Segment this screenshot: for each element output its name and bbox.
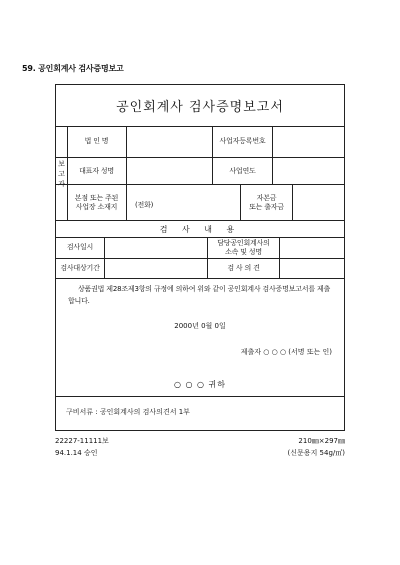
form-number: 22227-11111보: [55, 437, 109, 445]
head-office-label-line: 본점 또는 주된: [74, 193, 119, 202]
accountant-label-line: 소속 및 성명: [225, 247, 262, 256]
representative-name-label: 대표자 성명: [79, 166, 114, 175]
capital-field[interactable]: [292, 185, 344, 220]
head-office-label: [67, 185, 126, 220]
inspection-date-label: 검사일시: [66, 243, 94, 251]
attachment-divider: [56, 396, 344, 397]
representative-name-field[interactable]: [126, 158, 212, 184]
inspection-opinion-field[interactable]: [279, 259, 344, 278]
inspection-date-field[interactable]: [104, 237, 207, 258]
business-reg-number-label: 사업자등록번호: [212, 126, 272, 157]
submitter-signature-line: 제출자 ○ ○ ○ (서명 또는 인): [240, 348, 332, 356]
corporation-name-row: [56, 126, 344, 158]
inspection-period-row: [56, 259, 344, 279]
corporation-name-label: 법 인 명: [84, 137, 109, 145]
inspection-opinion-label: 검 사 의 견: [207, 259, 279, 278]
business-reg-number-field[interactable]: [272, 126, 344, 157]
paper-size: 210㎜×297㎜: [298, 437, 345, 445]
head-office-address-field[interactable]: [126, 185, 240, 220]
paper-type: (신문용지 54g/㎡): [287, 449, 345, 457]
accountant-label-line: 담당공인회계사의: [217, 238, 270, 247]
accountant-label: [207, 237, 279, 258]
corporation-name-field[interactable]: [126, 126, 212, 157]
reporter-label-char: 자: [58, 179, 65, 188]
head-office-row: [56, 185, 344, 221]
document-heading: 59. 공인회계사 검사증명보고: [22, 64, 124, 73]
declaration-text: 상품권법 제28조제3항의 규정에 의하여 위와 같이 공인회계사 검사증명보고서를 제출합니다.: [68, 285, 331, 305]
fiscal-year-label: 사업연도: [212, 158, 272, 184]
head-office-label-line: 사업장 소재지: [75, 202, 118, 211]
reporter-label-char: 보: [58, 159, 65, 168]
inspection-period-label: 검사대상기간: [60, 264, 100, 272]
attachment-note: 구비서류 : 공인회계사의 검사의견서 1부: [66, 408, 190, 416]
inspection-period-field[interactable]: [104, 259, 207, 278]
reporter-label-char: 고: [58, 169, 65, 178]
approval-date: 94.1.14 승인: [55, 449, 98, 457]
submission-date: 2000년 0월 0일: [174, 322, 226, 330]
phone-label: (전화): [135, 201, 154, 209]
accountant-field[interactable]: [279, 237, 344, 258]
report-form: [55, 84, 345, 431]
representative-row: [56, 158, 344, 185]
inspection-date-row: [56, 237, 344, 259]
capital-label: [240, 185, 292, 220]
fiscal-year-field[interactable]: [272, 158, 344, 184]
capital-label-line: 또는 출자금: [249, 202, 284, 211]
addressee: ○ ○ ○ 귀하: [173, 380, 227, 389]
form-title: 공인회계사 검사증명보고서: [56, 85, 344, 127]
inspection-section-title: 검 사 내 용: [56, 221, 344, 238]
capital-label-line: 자본금: [256, 193, 277, 202]
